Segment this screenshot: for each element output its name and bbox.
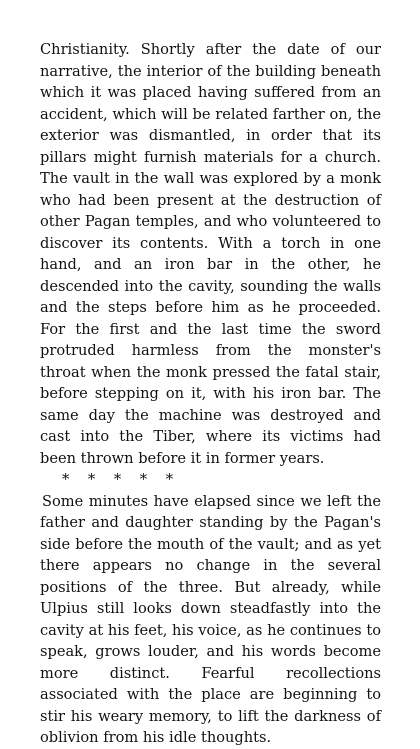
section-separator: * * * * * (62, 471, 174, 488)
paragraph-1: Christianity. Shortly after the date of our narrative, the interior of the building beneath which it was placed having suffered from an accident, which will be related farther on, the exterior was dismantled, in order that its pillars might furnish materials for a church. The vault in the wall was explored by a monk who had been present at the destruction of other Pagan temples, and who volunteered to discover its contents. With a torch in one hand, and an iron bar in the other, he descended into the cavity, sounding the walls and the steps before him as he proceeded. For the first and the last time the sword protruded harmless from the monster's throat when the monk pressed the fatal stair, before stepping on it, with his iron bar. The same day the machine was destroyed and cast into the Tiber, where its victims had been thrown before it in former years. (40, 41, 381, 467)
page-body (40, 39, 381, 749)
paragraph-2: Some minutes have elapsed since we left the father and daughter standing by the Pagan's side before the mouth of the vault; and as yet there appears no change in the several positions of the three. But already, while Ulpius still looks down steadfastly into the cavity at his feet, his voice, as he continues to speak, grows louder, and his words become more distinct. Fearful recollections associated with the place are beginning to stir his weary memory, to lift the darkness of oblivion from his idle thoughts. (40, 492, 381, 746)
